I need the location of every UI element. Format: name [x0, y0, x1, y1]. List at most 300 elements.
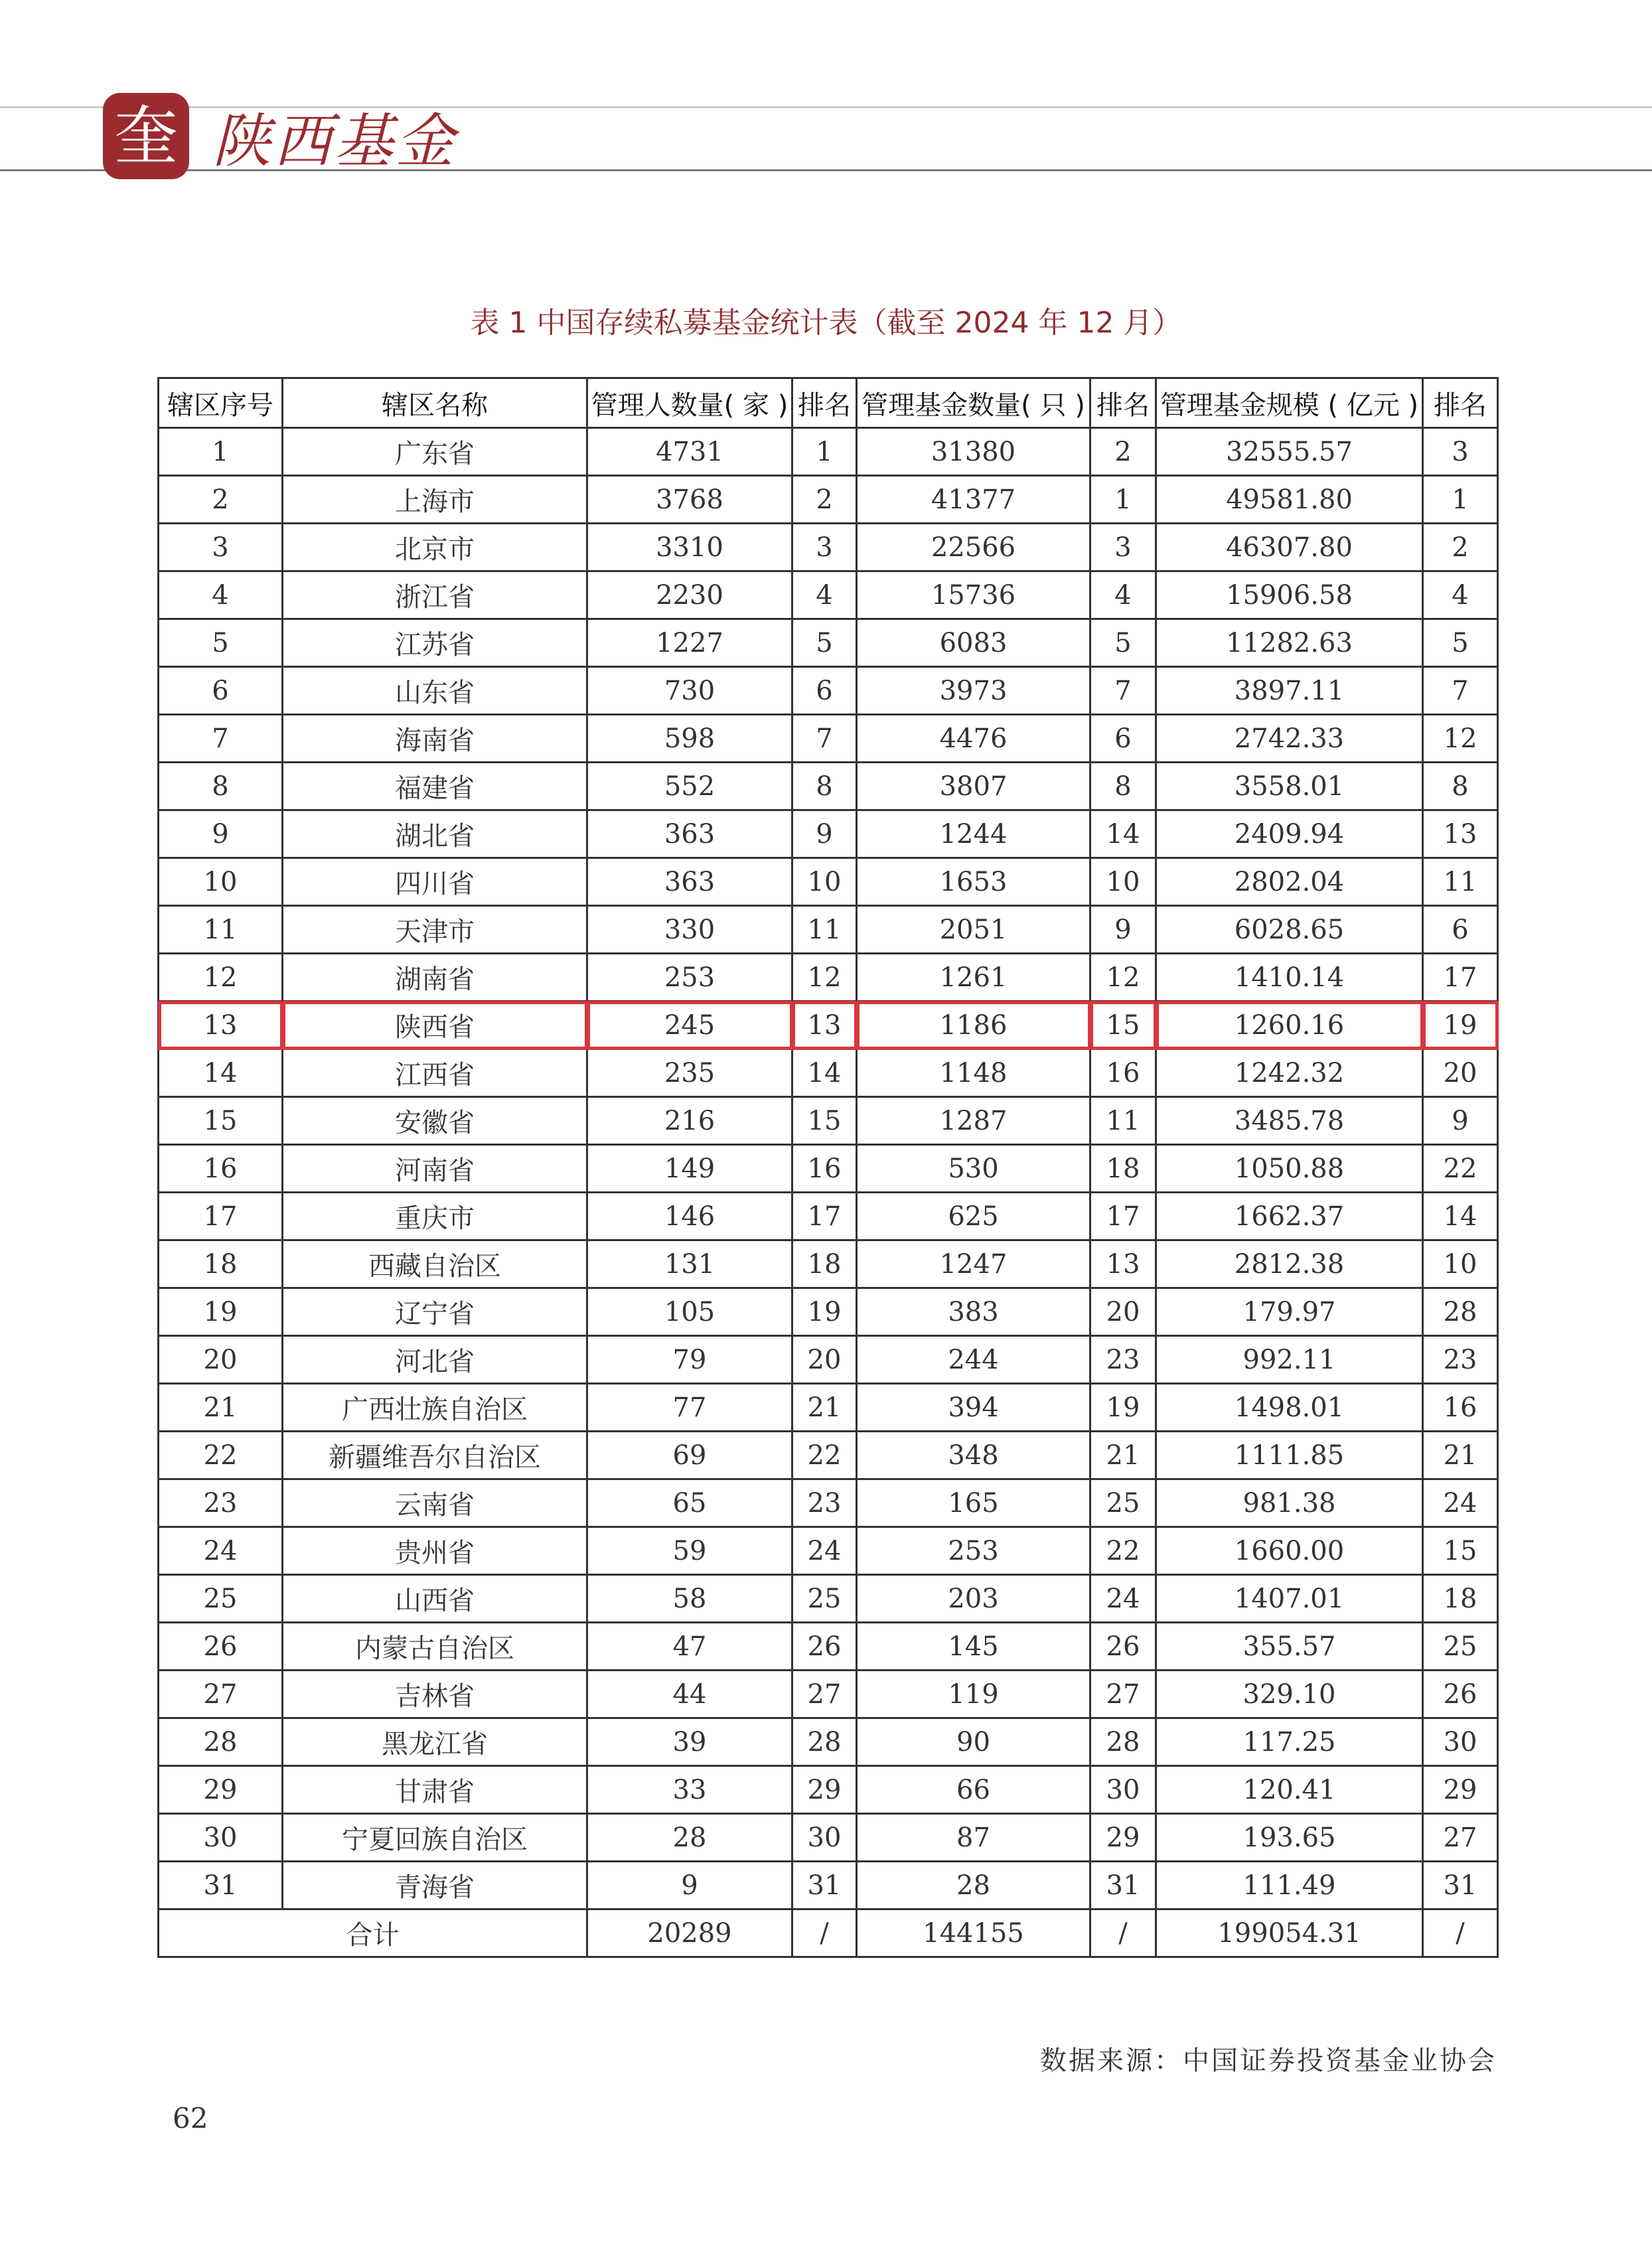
manager-count: 28 [587, 1814, 792, 1862]
fund-count: 66 [857, 1766, 1090, 1814]
region-index: 29 [159, 1766, 283, 1814]
fund-count: 4476 [857, 715, 1090, 763]
region-index: 12 [159, 954, 283, 1002]
region-index: 19 [159, 1288, 283, 1336]
fund-scale: 117.25 [1156, 1718, 1423, 1766]
region-index: 17 [159, 1193, 283, 1240]
fund-scale: 3558.01 [1156, 763, 1423, 810]
region-name: 陕西省 [283, 1002, 587, 1049]
scale-rank: 29 [1423, 1766, 1498, 1814]
table-title: 表 1 中国存续私募基金统计表（截至 2024 年 12 月） [470, 306, 1182, 340]
scale-rank: 17 [1423, 954, 1498, 1002]
region-name: 贵州省 [283, 1527, 587, 1575]
scale-rank: 25 [1423, 1623, 1498, 1671]
table-row [159, 524, 1498, 571]
table-row [159, 810, 1498, 858]
fund-count: 41377 [857, 476, 1090, 524]
region-index: 23 [159, 1479, 283, 1527]
scale-rank: 20 [1423, 1049, 1498, 1097]
fund-scale: 1407.01 [1156, 1575, 1423, 1623]
manager-rank: 25 [792, 1575, 857, 1623]
col-header: 管理基金数量( 只 ) [857, 378, 1090, 428]
fund-count: 90 [857, 1718, 1090, 1766]
manager-count: 330 [587, 906, 792, 954]
total-managers-rank: / [792, 1909, 857, 1957]
fund-scale: 46307.80 [1156, 524, 1423, 571]
table-row [159, 1575, 1498, 1623]
manager-rank: 1 [792, 428, 857, 476]
manager-count: 598 [587, 715, 792, 763]
fund-count: 119 [857, 1671, 1090, 1718]
region-index: 3 [159, 524, 283, 571]
region-name: 内蒙古自治区 [283, 1623, 587, 1671]
fund-scale: 1660.00 [1156, 1527, 1423, 1575]
region-name: 云南省 [283, 1479, 587, 1527]
region-index: 7 [159, 715, 283, 763]
fund-count: 1653 [857, 858, 1090, 906]
fund-count: 383 [857, 1288, 1090, 1336]
region-index: 20 [159, 1336, 283, 1384]
table-row [159, 906, 1498, 954]
fund-rank: 26 [1090, 1623, 1156, 1671]
scale-rank: 22 [1423, 1145, 1498, 1193]
region-index: 22 [159, 1432, 283, 1479]
manager-count: 58 [587, 1575, 792, 1623]
fund-rank: 3 [1090, 524, 1156, 571]
scale-rank: 26 [1423, 1671, 1498, 1718]
fund-rank: 12 [1090, 954, 1156, 1002]
region-index: 16 [159, 1145, 283, 1193]
manager-rank: 6 [792, 667, 857, 715]
manager-rank: 14 [792, 1049, 857, 1097]
manager-rank: 26 [792, 1623, 857, 1671]
region-name: 黑龙江省 [283, 1718, 587, 1766]
fund-scale: 2812.38 [1156, 1240, 1423, 1288]
region-index: 1 [159, 428, 283, 476]
fund-scale: 1498.01 [1156, 1384, 1423, 1432]
fund-count: 87 [857, 1814, 1090, 1862]
region-index: 30 [159, 1814, 283, 1862]
manager-rank: 31 [792, 1862, 857, 1909]
scale-rank: 13 [1423, 810, 1498, 858]
region-name: 浙江省 [283, 571, 587, 619]
table-row [159, 1432, 1498, 1479]
region-name: 青海省 [283, 1862, 587, 1909]
fund-count: 394 [857, 1384, 1090, 1432]
manager-rank: 21 [792, 1384, 857, 1432]
region-name: 江苏省 [283, 619, 587, 667]
manager-count: 2230 [587, 571, 792, 619]
logo-glyph: 奎 [114, 99, 178, 173]
region-name: 辽宁省 [283, 1288, 587, 1336]
fund-rank: 18 [1090, 1145, 1156, 1193]
region-name: 湖北省 [283, 810, 587, 858]
manager-count: 77 [587, 1384, 792, 1432]
region-name: 北京市 [283, 524, 587, 571]
region-name: 宁夏回族自治区 [283, 1814, 587, 1862]
manager-count: 47 [587, 1623, 792, 1671]
scale-rank: 11 [1423, 858, 1498, 906]
fund-scale: 2742.33 [1156, 715, 1423, 763]
fund-rank: 31 [1090, 1862, 1156, 1909]
table-row [159, 1145, 1498, 1193]
fund-scale: 1260.16 [1156, 1002, 1423, 1049]
region-name: 吉林省 [283, 1671, 587, 1718]
fund-rank: 8 [1090, 763, 1156, 810]
private-fund-stats-table [157, 377, 1499, 1958]
manager-rank: 27 [792, 1671, 857, 1718]
fund-count: 253 [857, 1527, 1090, 1575]
fund-count: 165 [857, 1479, 1090, 1527]
manager-rank: 13 [792, 1002, 857, 1049]
fund-rank: 24 [1090, 1575, 1156, 1623]
table-row [159, 1671, 1498, 1718]
col-header: 管理人数量( 家 ) [587, 378, 792, 428]
total-funds-rank: / [1090, 1909, 1156, 1957]
fund-rank: 27 [1090, 1671, 1156, 1718]
region-name: 湖南省 [283, 954, 587, 1002]
scale-rank: 8 [1423, 763, 1498, 810]
manager-rank: 12 [792, 954, 857, 1002]
scale-rank: 15 [1423, 1527, 1498, 1575]
total-scale-rank: / [1423, 1909, 1498, 1957]
region-index: 25 [159, 1575, 283, 1623]
manager-count: 9 [587, 1862, 792, 1909]
fund-scale: 1111.85 [1156, 1432, 1423, 1479]
region-index: 26 [159, 1623, 283, 1671]
manager-count: 131 [587, 1240, 792, 1288]
region-index: 18 [159, 1240, 283, 1288]
fund-rank: 14 [1090, 810, 1156, 858]
region-name: 福建省 [283, 763, 587, 810]
manager-rank: 7 [792, 715, 857, 763]
region-name: 重庆市 [283, 1193, 587, 1240]
manager-count: 363 [587, 810, 792, 858]
region-name: 广西壮族自治区 [283, 1384, 587, 1432]
manager-count: 552 [587, 763, 792, 810]
manager-rank: 30 [792, 1814, 857, 1862]
region-name: 海南省 [283, 715, 587, 763]
table-body [159, 428, 1498, 1909]
fund-rank: 17 [1090, 1193, 1156, 1240]
manager-count: 3768 [587, 476, 792, 524]
fund-count: 3807 [857, 763, 1090, 810]
table-row [159, 763, 1498, 810]
region-name: 四川省 [283, 858, 587, 906]
manager-count: 216 [587, 1097, 792, 1145]
fund-scale: 32555.57 [1156, 428, 1423, 476]
fund-rank: 25 [1090, 1479, 1156, 1527]
region-name: 西藏自治区 [283, 1240, 587, 1288]
region-index: 11 [159, 906, 283, 954]
region-name: 山西省 [283, 1575, 587, 1623]
scale-rank: 3 [1423, 428, 1498, 476]
table-header-row [159, 378, 1498, 428]
region-index: 9 [159, 810, 283, 858]
region-index: 15 [159, 1097, 283, 1145]
fund-count: 1148 [857, 1049, 1090, 1097]
region-index: 13 [159, 1002, 283, 1049]
region-index: 24 [159, 1527, 283, 1575]
fund-count: 530 [857, 1145, 1090, 1193]
data-source-note: 数据来源：中国证券投资基金业协会 [1040, 2046, 1497, 2076]
total-scale: 199054.31 [1156, 1909, 1423, 1957]
fund-rank: 29 [1090, 1814, 1156, 1862]
manager-rank: 3 [792, 524, 857, 571]
manager-rank: 8 [792, 763, 857, 810]
fund-rank: 16 [1090, 1049, 1156, 1097]
table-total-row [159, 1909, 1498, 1957]
table-row [159, 1002, 1498, 1049]
manager-rank: 10 [792, 858, 857, 906]
manager-rank: 2 [792, 476, 857, 524]
manager-count: 59 [587, 1527, 792, 1575]
scale-rank: 14 [1423, 1193, 1498, 1240]
manager-rank: 20 [792, 1336, 857, 1384]
fund-count: 3973 [857, 667, 1090, 715]
table-row [159, 1862, 1498, 1909]
fund-scale: 193.65 [1156, 1814, 1423, 1862]
region-name: 广东省 [283, 428, 587, 476]
fund-scale: 329.10 [1156, 1671, 1423, 1718]
manager-rank: 28 [792, 1718, 857, 1766]
fund-count: 22566 [857, 524, 1090, 571]
region-name: 河南省 [283, 1145, 587, 1193]
manager-count: 105 [587, 1288, 792, 1336]
region-name: 上海市 [283, 476, 587, 524]
table-row [159, 1527, 1498, 1575]
fund-scale: 2802.04 [1156, 858, 1423, 906]
page-number: 62 [173, 2102, 208, 2134]
region-index: 27 [159, 1671, 283, 1718]
scale-rank: 19 [1423, 1002, 1498, 1049]
fund-count: 1247 [857, 1240, 1090, 1288]
table-row [159, 954, 1498, 1002]
region-name: 安徽省 [283, 1097, 587, 1145]
scale-rank: 30 [1423, 1718, 1498, 1766]
region-index: 6 [159, 667, 283, 715]
table-row [159, 1097, 1498, 1145]
scale-rank: 23 [1423, 1336, 1498, 1384]
fund-scale: 111.49 [1156, 1862, 1423, 1909]
fund-rank: 1 [1090, 476, 1156, 524]
fund-rank: 13 [1090, 1240, 1156, 1288]
manager-count: 39 [587, 1718, 792, 1766]
scale-rank: 24 [1423, 1479, 1498, 1527]
col-header: 排名 [792, 378, 857, 428]
manager-rank: 23 [792, 1479, 857, 1527]
fund-scale: 1410.14 [1156, 954, 1423, 1002]
table-row [159, 1384, 1498, 1432]
manager-count: 149 [587, 1145, 792, 1193]
scale-rank: 31 [1423, 1862, 1498, 1909]
fund-scale: 981.38 [1156, 1479, 1423, 1527]
col-header: 辖区序号 [159, 378, 283, 428]
table-row [159, 1288, 1498, 1336]
col-header: 管理基金规模 ( 亿元 ) [1156, 378, 1423, 428]
col-header: 辖区名称 [283, 378, 587, 428]
fund-rank: 11 [1090, 1097, 1156, 1145]
region-index: 31 [159, 1862, 283, 1909]
manager-rank: 29 [792, 1766, 857, 1814]
fund-rank: 10 [1090, 858, 1156, 906]
fund-count: 203 [857, 1575, 1090, 1623]
fund-count: 1244 [857, 810, 1090, 858]
brand-name: 陕西基金 [212, 107, 457, 175]
manager-count: 4731 [587, 428, 792, 476]
fund-count: 145 [857, 1623, 1090, 1671]
region-index: 21 [159, 1384, 283, 1432]
fund-count: 2051 [857, 906, 1090, 954]
fund-count: 6083 [857, 619, 1090, 667]
brand-logo-icon [103, 93, 189, 179]
fund-scale: 2409.94 [1156, 810, 1423, 858]
scale-rank: 1 [1423, 476, 1498, 524]
manager-count: 44 [587, 1671, 792, 1718]
table-row [159, 1718, 1498, 1766]
manager-count: 253 [587, 954, 792, 1002]
manager-count: 245 [587, 1002, 792, 1049]
scale-rank: 12 [1423, 715, 1498, 763]
table-row [159, 571, 1498, 619]
manager-rank: 4 [792, 571, 857, 619]
fund-scale: 11282.63 [1156, 619, 1423, 667]
region-name: 河北省 [283, 1336, 587, 1384]
fund-count: 1261 [857, 954, 1090, 1002]
scale-rank: 27 [1423, 1814, 1498, 1862]
scale-rank: 9 [1423, 1097, 1498, 1145]
fund-rank: 22 [1090, 1527, 1156, 1575]
fund-scale: 3485.78 [1156, 1097, 1423, 1145]
fund-count: 1287 [857, 1097, 1090, 1145]
manager-rank: 15 [792, 1097, 857, 1145]
fund-count: 1186 [857, 1002, 1090, 1049]
fund-scale: 1050.88 [1156, 1145, 1423, 1193]
fund-scale: 1662.37 [1156, 1193, 1423, 1240]
fund-rank: 15 [1090, 1002, 1156, 1049]
manager-count: 1227 [587, 619, 792, 667]
manager-count: 146 [587, 1193, 792, 1240]
fund-rank: 20 [1090, 1288, 1156, 1336]
table-row [159, 476, 1498, 524]
scale-rank: 18 [1423, 1575, 1498, 1623]
region-index: 28 [159, 1718, 283, 1766]
fund-scale: 3897.11 [1156, 667, 1423, 715]
manager-count: 730 [587, 667, 792, 715]
fund-rank: 4 [1090, 571, 1156, 619]
table-row [159, 1336, 1498, 1384]
manager-rank: 19 [792, 1288, 857, 1336]
fund-count: 15736 [857, 571, 1090, 619]
fund-count: 31380 [857, 428, 1090, 476]
fund-rank: 19 [1090, 1384, 1156, 1432]
fund-rank: 23 [1090, 1336, 1156, 1384]
table-row [159, 1193, 1498, 1240]
scale-rank: 16 [1423, 1384, 1498, 1432]
region-name: 新疆维吾尔自治区 [283, 1432, 587, 1479]
fund-rank: 21 [1090, 1432, 1156, 1479]
scale-rank: 28 [1423, 1288, 1498, 1336]
total-funds: 144155 [857, 1909, 1090, 1957]
region-index: 8 [159, 763, 283, 810]
table-row [159, 619, 1498, 667]
manager-rank: 5 [792, 619, 857, 667]
manager-rank: 22 [792, 1432, 857, 1479]
table-row [159, 1623, 1498, 1671]
scale-rank: 21 [1423, 1432, 1498, 1479]
scale-rank: 5 [1423, 619, 1498, 667]
fund-rank: 30 [1090, 1766, 1156, 1814]
manager-count: 65 [587, 1479, 792, 1527]
region-index: 10 [159, 858, 283, 906]
scale-rank: 6 [1423, 906, 1498, 954]
fund-count: 244 [857, 1336, 1090, 1384]
table-row [159, 1240, 1498, 1288]
fund-rank: 9 [1090, 906, 1156, 954]
region-index: 5 [159, 619, 283, 667]
fund-rank: 5 [1090, 619, 1156, 667]
table-row [159, 1814, 1498, 1862]
manager-count: 33 [587, 1766, 792, 1814]
fund-rank: 7 [1090, 667, 1156, 715]
fund-scale: 1242.32 [1156, 1049, 1423, 1097]
total-label: 合计 [159, 1909, 587, 1957]
region-name: 江西省 [283, 1049, 587, 1097]
fund-scale: 120.41 [1156, 1766, 1423, 1814]
region-name: 天津市 [283, 906, 587, 954]
region-name: 甘肃省 [283, 1766, 587, 1814]
fund-count: 348 [857, 1432, 1090, 1479]
region-index: 14 [159, 1049, 283, 1097]
manager-rank: 11 [792, 906, 857, 954]
manager-count: 3310 [587, 524, 792, 571]
fund-scale: 49581.80 [1156, 476, 1423, 524]
manager-count: 363 [587, 858, 792, 906]
fund-scale: 992.11 [1156, 1336, 1423, 1384]
manager-count: 235 [587, 1049, 792, 1097]
fund-count: 625 [857, 1193, 1090, 1240]
scale-rank: 4 [1423, 571, 1498, 619]
fund-scale: 6028.65 [1156, 906, 1423, 954]
manager-rank: 17 [792, 1193, 857, 1240]
fund-rank: 28 [1090, 1718, 1156, 1766]
total-managers: 20289 [587, 1909, 792, 1957]
fund-scale: 15906.58 [1156, 571, 1423, 619]
fund-rank: 6 [1090, 715, 1156, 763]
col-header: 排名 [1423, 378, 1498, 428]
scale-rank: 7 [1423, 667, 1498, 715]
table-row [159, 715, 1498, 763]
fund-scale: 355.57 [1156, 1623, 1423, 1671]
col-header: 排名 [1090, 378, 1156, 428]
region-index: 2 [159, 476, 283, 524]
fund-rank: 2 [1090, 428, 1156, 476]
table-row [159, 428, 1498, 476]
scale-rank: 10 [1423, 1240, 1498, 1288]
manager-rank: 9 [792, 810, 857, 858]
fund-count: 28 [857, 1862, 1090, 1909]
fund-scale: 179.97 [1156, 1288, 1423, 1336]
table-row [159, 1766, 1498, 1814]
manager-rank: 18 [792, 1240, 857, 1288]
manager-rank: 24 [792, 1527, 857, 1575]
region-name: 山东省 [283, 667, 587, 715]
region-index: 4 [159, 571, 283, 619]
manager-count: 79 [587, 1336, 792, 1384]
table-row [159, 667, 1498, 715]
manager-rank: 16 [792, 1145, 857, 1193]
table-row [159, 1479, 1498, 1527]
